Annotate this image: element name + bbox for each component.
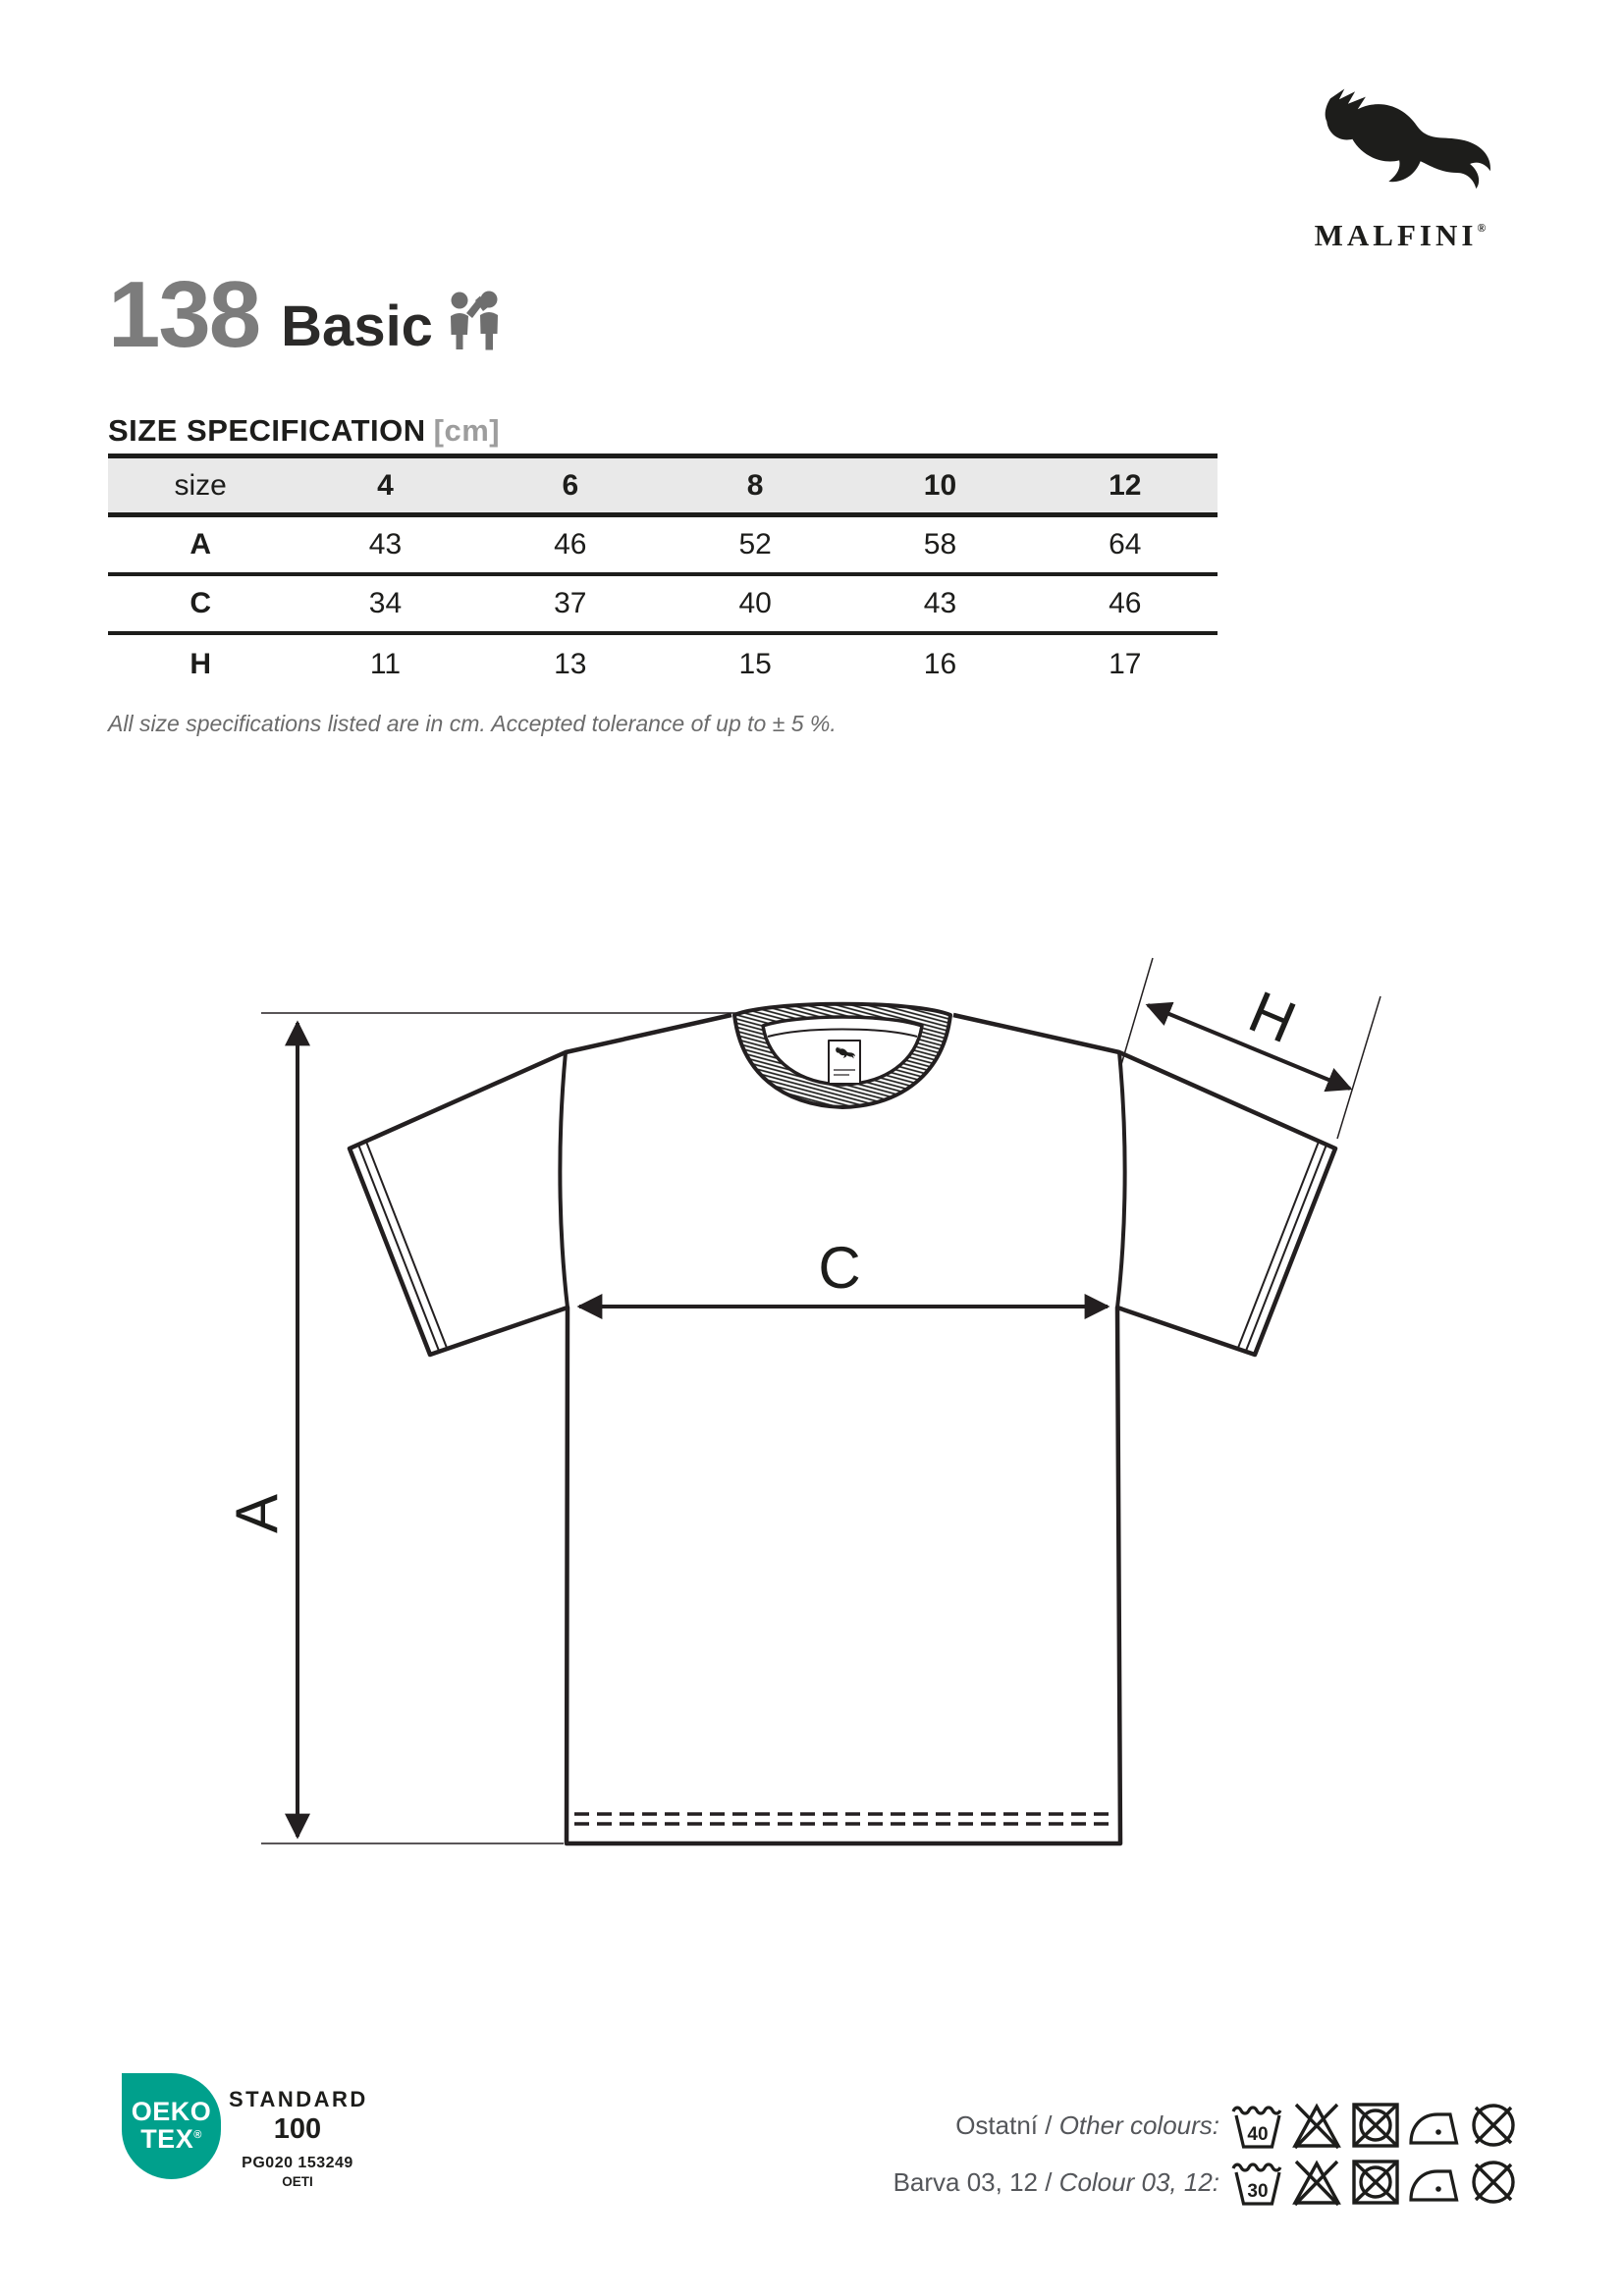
header-cell: 10 — [923, 468, 957, 502]
tshirt-drawing — [350, 1004, 1335, 1843]
value-cell: 34 — [368, 587, 403, 619]
hem-stitching — [574, 1814, 1112, 1824]
neck-label — [829, 1041, 860, 1084]
value-cell: 16 — [923, 648, 957, 680]
product-title — [108, 262, 502, 367]
svg-text:30: 30 — [1247, 2181, 1269, 2202]
care-symbols — [1231, 2100, 1520, 2151]
tolerance-note: All size specifications listed are in cm. Accepted tolerance of up to ± 5 %. — [108, 711, 837, 736]
brand-wordmark — [1294, 218, 1506, 253]
value-cell: 37 — [554, 587, 587, 619]
wash-40-icon — [1231, 2100, 1284, 2151]
value-cell: 15 — [738, 648, 772, 680]
iron-low-icon — [1408, 2100, 1461, 2151]
value-cell: 46 — [1109, 587, 1142, 619]
value-cell: 52 — [738, 528, 772, 561]
row-label-cell: H — [189, 648, 211, 680]
row-label-cell: A — [189, 528, 211, 561]
table-row — [108, 576, 1218, 635]
do-not-bleach-icon — [1290, 2100, 1343, 2151]
do-not-dry-clean-icon — [1467, 2157, 1520, 2208]
header-cell: 4 — [377, 468, 394, 502]
value-cell: 13 — [554, 648, 587, 680]
care-row-other-colours — [511, 2099, 1520, 2152]
care-row-colour-03-12 — [511, 2156, 1520, 2209]
table-row — [108, 517, 1218, 576]
value-cell: 43 — [368, 528, 403, 561]
standard-number: 100 — [273, 2113, 322, 2145]
section-title-text: SIZE SPECIFICATION — [108, 413, 426, 448]
malfini-bird-icon — [1297, 84, 1503, 208]
section-title — [108, 413, 500, 449]
size-spec-table — [108, 454, 1218, 694]
care-row-label: Ostatní / Other colours: — [955, 2109, 1219, 2140]
certificate-number: PG020 153249 — [242, 2155, 353, 2171]
value-cell: 43 — [923, 587, 957, 619]
oeko-tex-badge — [122, 2073, 221, 2179]
product-code: 138 — [108, 262, 260, 367]
registered-mark: ® — [1477, 221, 1487, 235]
armhole-seam-left — [560, 1052, 568, 1308]
brand-logo — [1294, 84, 1506, 253]
value-cell: 17 — [1109, 648, 1142, 680]
value-cell: 40 — [738, 587, 772, 619]
standard-label: STANDARD — [229, 2087, 368, 2111]
do-not-dry-clean-icon — [1467, 2100, 1520, 2151]
table-header-row — [108, 458, 1218, 517]
oeko-badge-line1: OEKO — [131, 2097, 212, 2127]
value-cell: 11 — [369, 648, 402, 680]
wash-30-icon — [1231, 2157, 1284, 2208]
value-cell: 58 — [923, 528, 957, 561]
certification-text — [229, 2087, 366, 2189]
dimension-label-a: A — [224, 1493, 290, 1534]
do-not-tumble-dry-icon — [1349, 2100, 1402, 2151]
value-cell: 46 — [554, 528, 587, 561]
do-not-bleach-icon — [1290, 2157, 1343, 2208]
kids-icon — [447, 290, 502, 350]
dimension-label-c: C — [818, 1235, 861, 1301]
unit-label: [cm] — [433, 413, 501, 448]
oeko-badge-line2: TEX® — [140, 2124, 202, 2154]
iron-low-icon — [1408, 2157, 1461, 2208]
table-row — [108, 635, 1218, 694]
armhole-seam-right — [1117, 1052, 1125, 1308]
product-name: Basic — [281, 294, 433, 358]
brand-name: MALFINI — [1314, 218, 1478, 252]
header-cell: size — [174, 468, 227, 502]
header-cell: 6 — [562, 468, 579, 502]
care-row-label: Barva 03, 12 / Colour 03, 12: — [893, 2166, 1219, 2197]
svg-text:40: 40 — [1247, 2124, 1269, 2145]
size-diagram — [196, 942, 1443, 1899]
header-cell: 12 — [1109, 468, 1142, 502]
header-cell: 8 — [746, 468, 764, 502]
value-cell: 64 — [1109, 528, 1142, 561]
do-not-tumble-dry-icon — [1349, 2157, 1402, 2208]
institute-name: OETI — [282, 2174, 313, 2189]
row-label-cell: C — [189, 587, 211, 619]
dimension-label-h: H — [1239, 978, 1306, 1056]
care-symbols — [1231, 2157, 1520, 2208]
